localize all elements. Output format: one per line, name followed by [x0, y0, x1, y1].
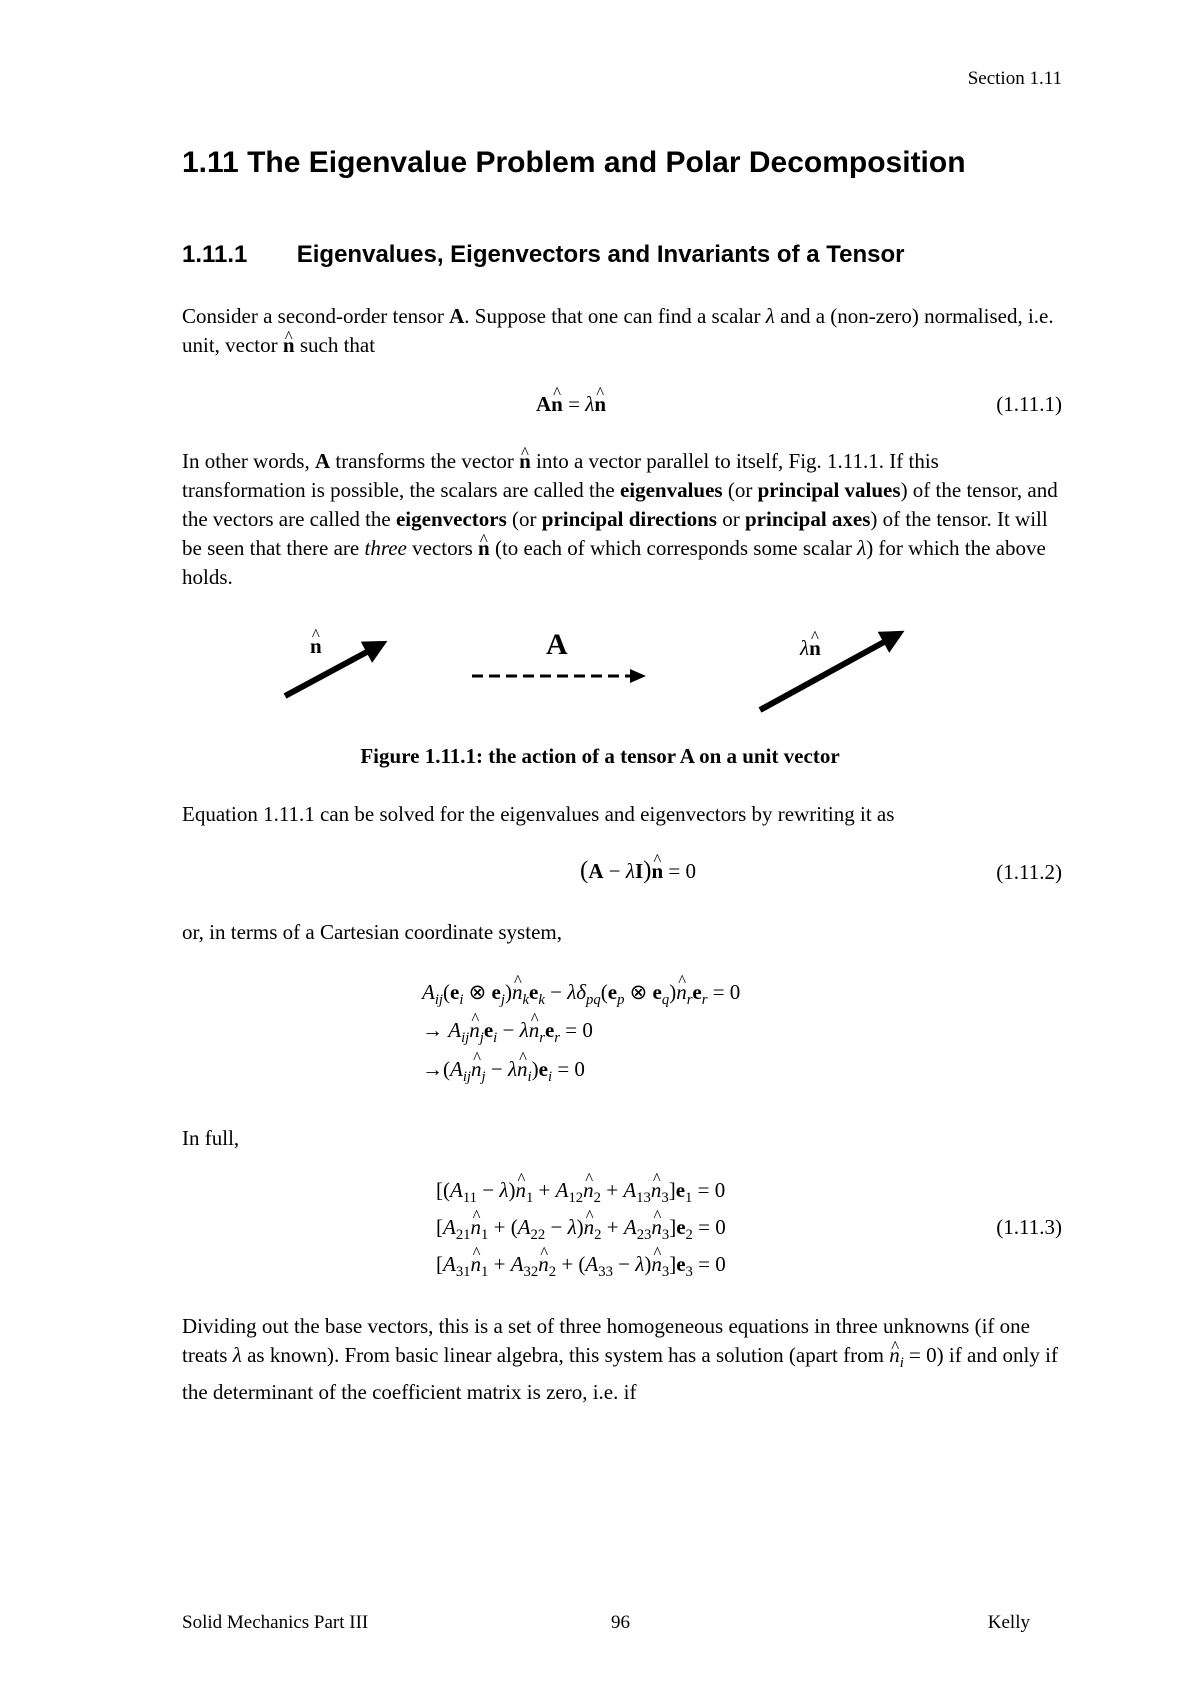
unit-vector-arrow: [285, 646, 378, 696]
subsection-title: Eigenvalues, Eigenvectors and Invariants of a Tensor: [296, 241, 905, 268]
paragraph-determinant: Dividing out the base vectors, this is a set of three homogeneous equations in three unknowns (if one treats λ as known). From basic linear algebra, this system has a solution (apart from n $\^{}_i = 0$) if and only if the determinant of the coefficient matrix is zero, i.e. if: [182, 1312, 1062, 1407]
page-title: 1.11 The Eigenvalue Problem and Polar Decomposition: [182, 146, 966, 179]
paragraph-cartesian: or, in terms of a Cartesian coordinate system,: [182, 920, 562, 944]
figure-caption: Figure 1.11.1: the action of a tensor A on a unit vector: [360, 744, 840, 768]
paragraph-in-full: In full,: [182, 1126, 240, 1150]
equation-cartesian-line-3: $\to(A_{ij}n$ $\^{}_j - \lambda n$ $\^{}_i)e_i = 0$: [422, 1057, 585, 1086]
paragraph-intro: Consider a second-order tensor A. Suppose that one can find a scalar λ and a (non-zero) normalised, i.e. unit, vector n ^ such that: [182, 302, 1062, 360]
figure-label-lambda-n: λn ^: [800, 636, 821, 661]
figure-tensor-action: [0, 600, 1200, 740]
figure-label-A: A: [546, 628, 568, 661]
subsection-number: 1.11.1: [182, 241, 248, 268]
subsection-heading: [182, 241, 905, 269]
paragraph-definition: In other words, A transforms the vector n ^ into a vector parallel to itself, Fig. 1.11.1. If this transformation is possible, the scalars are called the eigenvalues (or principal values) of the tensor, and the vectors are called the eigenvectors (or principal directions or principal axes) of the tensor. It will be seen that there are three vectors n ^ (to each of which corresponds some scalar λ) for which the above holds.: [182, 447, 1062, 592]
equation-number-3: (1.11.3): [996, 1215, 1062, 1239]
equation-cartesian-line-2: → $A_{ij}n$ $\^{}_je_i - \lambda n$ $\^{}_re_r = 0$: [422, 1018, 593, 1047]
footer-page-number: 96: [611, 1612, 630, 1633]
equation-1-11-3-row-1: [$(A_{11} - \lambda)n$ $\^{}_1 + A_{12}n$ $\^{}_2 + A_{13}n$ $\^{}_3]e_1 = 0$: [436, 1178, 725, 1207]
footer-left: Solid Mechanics Part III: [182, 1612, 369, 1633]
paragraph-rewrite: Equation 1.11.1 can be solved for the eigenvalues and eigenvectors by rewriting it as: [182, 802, 895, 826]
equation-cartesian-line-1: $A_{ij}(e_i$ ⊗ $e_j)n$ $\^{}_ke_k - \lambda\delta_{pq}(e_p$ ⊗ $e_q)n$ $\^{}_re_r = 0$: [422, 980, 740, 1009]
equation-1-11-3-row-3: [$A_{31}n$ $\^{}_1 + A_{32}n$ $\^{}_2 + (A_{33} - \lambda)n$ $\^{}_3]e_3 = 0$: [436, 1252, 726, 1281]
scaled-vector-arrow: [760, 636, 895, 710]
equation-number-2: (1.11.2): [996, 860, 1062, 884]
equation-1-11-2: (A − λI)n ^ = 0: [580, 857, 696, 885]
equation-number-1: (1.11.1): [996, 392, 1062, 416]
equation-1-11-3-row-2: [$A_{21}n$ $\^{}_1 + (A_{22} - \lambda)n$ $\^{}_2 + A_{23}n$ $\^{}_3]e_2 = 0$: [436, 1215, 726, 1244]
transformation-arrowhead: [630, 669, 646, 683]
figure-label-n: n ^: [310, 634, 322, 659]
footer-right: Kelly: [987, 1612, 1030, 1633]
equation-1-11-1: An ^ = λn ^: [536, 392, 606, 417]
section-header: Section 1.11: [967, 68, 1062, 89]
